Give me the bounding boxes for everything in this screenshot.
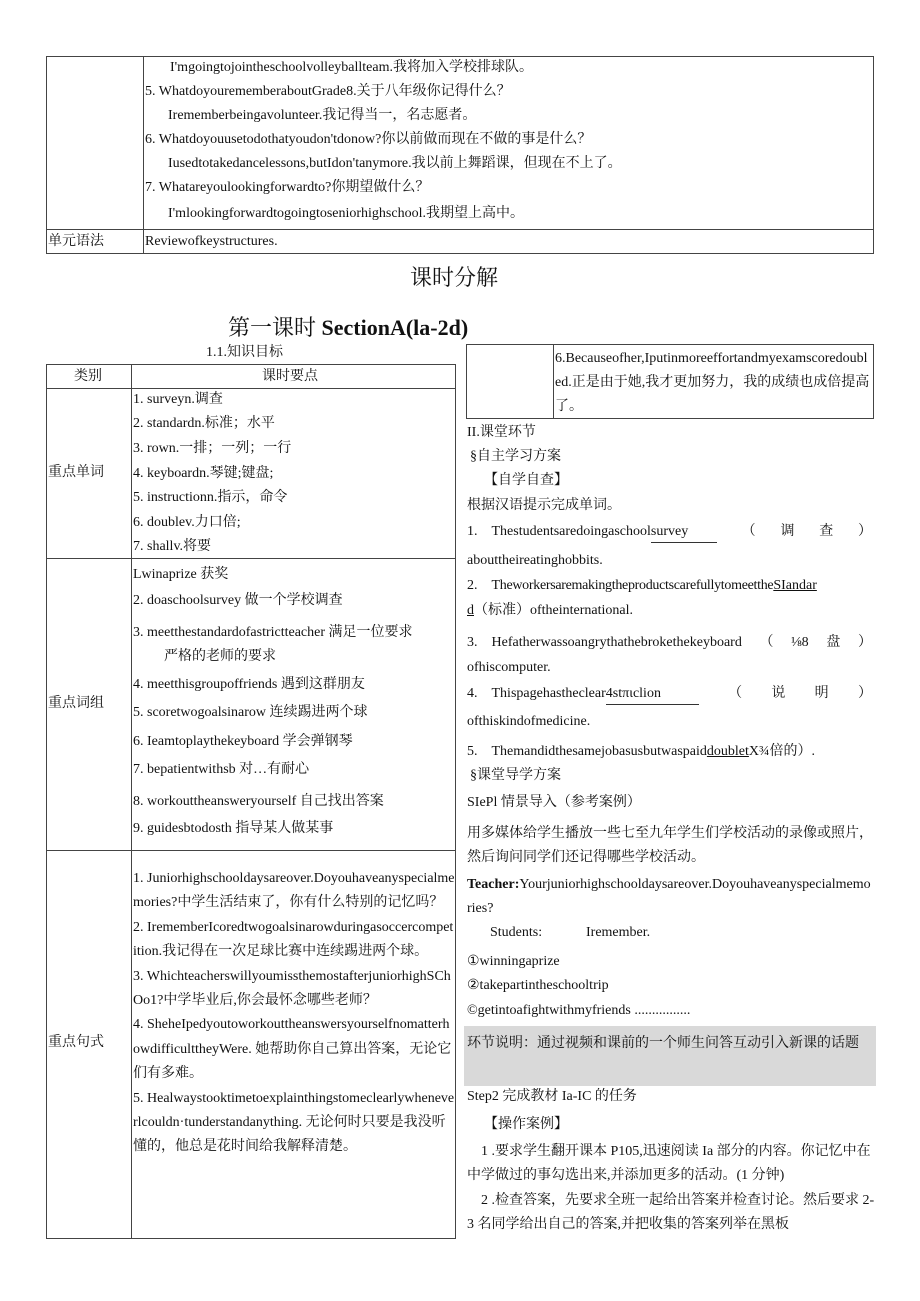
table-divider [131, 364, 132, 1239]
exercise-number: 3. [467, 635, 478, 650]
hint: （ [759, 635, 774, 650]
exercise-text: Thestudentsaredoingaschool [491, 524, 651, 539]
hint: ⅛8 [791, 635, 809, 650]
list-item: 2. standardn.标准；水平 [133, 416, 275, 431]
exercise-4 [467, 684, 872, 705]
sentence-line: Iusedtotakedancelessons,butIdon'tanymore.我以前上舞蹈课，但现在不上了。 [168, 156, 622, 171]
list-item: 6. doublev.力口倍; [133, 515, 241, 530]
guided-heading: §课堂导学方案 [470, 768, 561, 783]
table-divider [46, 388, 456, 389]
row-label-sentences: 重点句式 [48, 1035, 104, 1050]
sentence-line: I'mlookingforwardtogoingtoseniorhighschool.我期望上高中。 [168, 206, 524, 221]
exercise-number: 4. [467, 686, 478, 701]
exercise-3 [467, 633, 872, 653]
sentence-line: 5. WhatdoyourememberaboutGrade8.关于八年级你记得什么？ [145, 84, 511, 99]
teacher-text: Yourjuniorhighschooldaysareover.Doyouhaveanyspecialmemories? [467, 877, 871, 917]
list-item: 2. IrememberIcoredtwogoalsinarowduringasoccercompetition.我记得在一次足球比赛中连续踢进两个球。 [133, 919, 454, 960]
step2-heading: Step2 完成教材 Ia-IC 的任务 [467, 1089, 637, 1104]
sentence-line: Irememberbeingavolunteer.我记得当一，名志愿者。 [168, 108, 477, 123]
hint: ） [857, 524, 872, 539]
teacher-label: Teacher: [467, 877, 520, 892]
lesson-title-en: SectionA(la-2d) [321, 315, 469, 340]
row-label-phrases: 重点词组 [48, 696, 104, 711]
self-study-heading: §自主学习方案 [470, 449, 561, 464]
activity-item: ①winningaprize [467, 954, 560, 969]
exercise-text: abouttheireatinghobbits. [467, 553, 603, 568]
instruction: 根据汉语提示完成单词。 [467, 498, 621, 513]
header-points: 课时要点 [262, 369, 318, 384]
exercise-text: ofhiscomputer. [467, 660, 551, 675]
list-item: 5. Healwaystooktimetoexplainthingstomeclearlywheneverlcouldn·tunderstandanything. 无论何时只要是我没听懂的，他总是花时间给我解释清楚。 [133, 1090, 455, 1155]
exercise-2 [467, 576, 817, 596]
list-item: 3. rown.一排；一列；一行 [133, 441, 292, 456]
exercise-2-cont [467, 601, 633, 621]
top-table-divider [46, 229, 874, 230]
hint: 说 [771, 686, 786, 701]
list-item: Lwinaprize 获奖 [133, 567, 229, 582]
exercise-1 [467, 522, 872, 543]
students-text: Iremember. [586, 925, 651, 940]
sentence-line: 6. Whatdoyouusetodothatyoudon'tdonow?你以前做而现在不做的事是什么？ [145, 132, 592, 147]
list-item: 7. shallv.将要 [133, 539, 212, 554]
exercise-text: X¾倍的）. [748, 744, 816, 759]
step1-description: 用多媒体给学生播放一些七至九年学生们学校活动的录像或照片，然后询问同学们还记得哪些学校活动。 [467, 826, 873, 866]
sentence-line: I'mgoingtojointheschoolvolleyballteam.我将加入学校排球队。 [170, 60, 533, 75]
exercise-text: ofthiskindofmedicine. [467, 714, 591, 729]
list-item: 9. guidesbtodosth 指导某人做某事 [133, 821, 334, 836]
self-check-heading: 【自学自查】 [484, 473, 568, 488]
classroom-heading: II.课堂环节 [467, 425, 536, 440]
answer-blank[interactable]: SIandar [773, 578, 817, 593]
lesson-title [228, 314, 468, 342]
answer-blank[interactable]: d [467, 603, 474, 618]
lesson-title-cn: 第一课时 [228, 315, 317, 340]
teacher-line [467, 873, 875, 922]
exercise-text: Themandidthesamejobasusbutwaspaid [491, 744, 707, 759]
list-item: 3. meetthestandardofastrictteacher 满足一位要求 [133, 625, 413, 640]
list-item: 2. doaschoolsurvey 做一个学校调查 [133, 593, 343, 608]
list-item: 3. WhichteacherswillyoumissthemostafterjuniorhighSChOo1?中学毕业后,你会最怀念哪些老师？ [133, 968, 451, 1009]
step1-heading: SIePl 情景导入（参考案例） [467, 795, 641, 810]
list-item: 4. keyboardn.琴键;键盘; [133, 466, 274, 481]
header-category: 类别 [74, 369, 102, 384]
list-item: 4. meetthisgroupoffriends 遇到这群朋友 [133, 677, 365, 692]
students-label: Students: [490, 925, 543, 940]
table-divider [553, 344, 554, 419]
grammar-value: Reviewofkeystructures. [145, 234, 278, 249]
top-table-divider [143, 56, 144, 254]
list-item: 1. Juniorhighschooldaysareover.Doyouhaveanyspecialmemories?中学生活结束了，你有什么特别的记忆吗？ [133, 871, 455, 911]
list-item: 8. workouttheansweryourself 自己找出答案 [133, 794, 384, 809]
hint: ） [857, 686, 872, 701]
exercise-number: 5. [467, 744, 478, 759]
case-heading: 【操作案例】 [484, 1117, 568, 1132]
hint: 盘 [826, 635, 841, 650]
list-item: 严格的老师的要求 [164, 649, 276, 664]
answer-blank[interactable]: survey [651, 522, 717, 543]
exercise-number: 1. [467, 524, 478, 539]
activity-item: ©getintoafightwithmyfriends ................ [467, 1003, 691, 1018]
sentences-block [133, 867, 455, 1160]
case-item: 1 .要求学生翻开课本 P105,迅速阅读 Ia 部分的内容。你记忆中在中学做过的事勾选出来,并添加更多的活动。(1 分钟) [467, 1144, 871, 1184]
grammar-label: 单元语法 [48, 234, 104, 249]
sentence-6: 6.Becauseofher,Iputinmoreeffortandmyexamscoredoubled.正是由于她,我才更加努力，我的成绩也成倍提高了。 [555, 351, 870, 414]
list-item: 6. Ieamtoplaythekeyboard 学会弹钢琴 [133, 734, 353, 749]
table-divider [46, 850, 456, 851]
activity-item: ②takepartintheschooltrip [467, 978, 609, 993]
exercise-text: Hefatherwassoangrythathebrokethekeyboard [491, 635, 742, 650]
hint: 明 [814, 686, 829, 701]
exercise-5 [467, 742, 815, 762]
exercise-number: 2. [467, 578, 478, 593]
hint: 查 [819, 524, 834, 539]
list-item: 4. SheheIpedyoutoworkouttheanswersyourselfnomatterhowdifficulttheyWere. 她帮助你自己算出答案，无论它们有多难。 [133, 1017, 452, 1082]
section-title: 课时分解 [410, 265, 499, 290]
list-item: 1. surveyn.调查 [133, 392, 223, 407]
list-item: 5. instructionn.指示，命令 [133, 490, 288, 505]
hint: （ [728, 686, 743, 701]
exercise-text: Theworkersaremakingtheproductscarefullytomeetthe [491, 578, 774, 593]
answer-blank[interactable]: 4stπιclion [606, 684, 699, 705]
case-item: 2 .检查答案，先要求全班一起给出答案并检查讨论。然后要求 2-3 名同学给出自己的答案,并把收集的答案列举在黑板 [467, 1193, 875, 1233]
answer-blank[interactable]: doublet [706, 744, 749, 759]
hint: 调 [780, 524, 795, 539]
row-label-words: 重点单词 [48, 465, 104, 480]
exercise-text: Thispagehastheclear [491, 686, 606, 701]
note-text: 环节说明：通过视频和课前的一个师生问答互动引入新课的话题 [467, 1036, 859, 1051]
list-item: 5. scoretwogoalsinarow 连续踢进两个球 [133, 705, 368, 720]
exercise-text: （标准）oftheinternational. [474, 603, 634, 618]
hint: （ [741, 524, 756, 539]
sentence-line: 7. Whatareyoulookingforwardto?你期望做什么？ [145, 180, 430, 195]
knowledge-goal-heading: 1.1.知识目标 [206, 345, 283, 360]
hint: ） [857, 635, 872, 650]
list-item: 7. bepatientwithsb 对…有耐心 [133, 762, 310, 777]
table-divider [46, 558, 456, 559]
